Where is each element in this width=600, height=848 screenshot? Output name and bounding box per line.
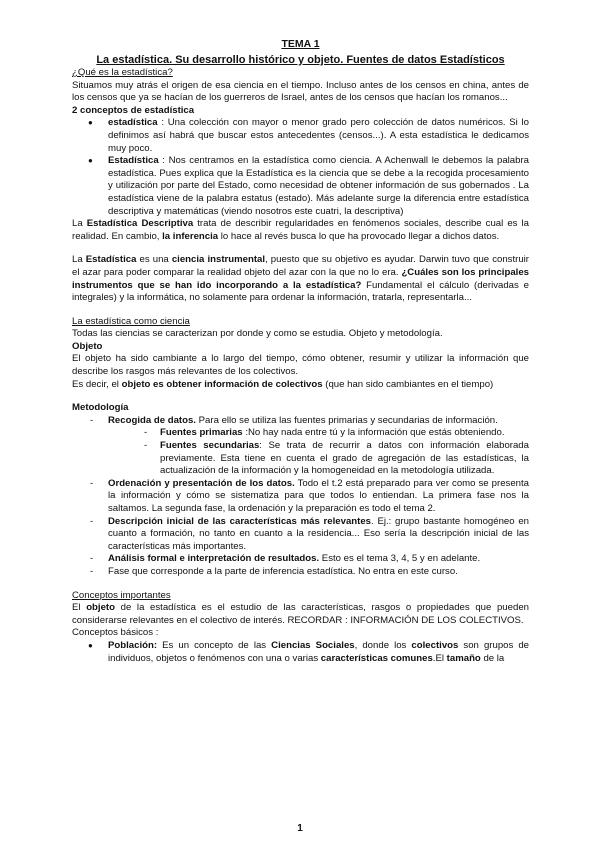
instrumental-paragraph: La Estadística es una ciencia instrumental, puesto que su objetivo es ayudar. Darwin tuvo que construir el azar para poder comparar la realidad objeto del azar con la que no lo era. ¿Cuáles son los principales instrumentos que se han ido incorporando a la estadística? Fundamental el cálculo (derivadas e integrales) y la informática, no solamente para ordenar la información, tratarla, representarla...: [72, 254, 529, 304]
conceptos-heading: 2 conceptos de estadística: [72, 104, 195, 116]
list-item: ● Población: Es un concepto de las Ciencias Sociales, donde los colectivos son grupos de individuos, objetos o fenómenos con una o varias características comunes.El tamaño de la: [86, 640, 529, 665]
importantes-paragraph: El objeto de la estadística es el estudio de las características, rasgos o propiedades que pueden considerarse relevantes en el colectivo de interés. RECORDAR : INFORMACIÓN DE LOS COLECTIVOS.: [72, 602, 529, 626]
intro-paragraph: Situamos muy atrás el origen de esa ciencia en el tiempo. Incluso antes de los censos en china, antes de los censos que ya se hacían de los guerreros de Israel, antes de los censos que hacían los romanos...: [72, 79, 529, 104]
objeto-heading: Objeto: [72, 340, 103, 352]
document-subtitle: La estadística. Su desarrollo histórico y objeto. Fuentes de datos Estadísticos: [96, 54, 505, 66]
fuentes-list: [142, 427, 529, 477]
list-item: [86, 155, 529, 218]
ciencia-heading: La estadística como ciencia: [72, 315, 190, 327]
conceptos-list: [86, 117, 529, 218]
page-number: 1: [297, 823, 303, 834]
question-heading: ¿Qué es la estadística?: [72, 67, 173, 78]
list-item: - Recogida de datos. Para ello se utiliza las fuentes primarias y secundarias de información. - Fuentes primarias :No hay nada entre tú y la información que estás obteniendo. - Fuentes secundarias: Se trata de recurrir a datos con información elaborada previamente. Esta tiene en cuenta el grado de agregación de las estadísticas, la actualización de la información y la homogeneidad en la metodología utilizada.: [86, 415, 529, 478]
basicos-list: [86, 640, 529, 665]
document-title: TEMA 1: [281, 38, 320, 50]
list-item: - Análisis formal e interpretación de resultados. Esto es el tema 3, 4, 5 y en adelante.: [86, 553, 529, 566]
list-item: - Fase que corresponde a la parte de inferencia estadística. No entra en este curso.: [86, 566, 529, 579]
metodologia-list: [86, 415, 529, 579]
importantes-heading: Conceptos importantes: [72, 589, 171, 601]
es-decir-paragraph: Es decir, el objeto es obtener información de colectivos (que han sido cambiantes en el tiempo): [72, 378, 494, 390]
definition: : Una colección con mayor o menor grado pero colección de datos numéricos. Si lo definimos así habrá que buscar estos antecedentes (censos...). A esta estadística le dedicamos muy poco.: [108, 117, 529, 154]
term: Estadística: [108, 155, 159, 167]
list-item: - Fuentes secundarias: Se trata de recurrir a datos con información elaborada previamente. Esta tiene en cuenta el grado de agregación de las estadísticas, la actualización de la información y la homogeneidad en la metodología utilizada.: [142, 440, 529, 478]
ciencia-line: Todas las ciencias se caracterizan por donde y como se estudia. Objeto y metodología.: [72, 328, 443, 340]
descriptiva-paragraph: La Estadística Descriptiva trata de describir regularidades en fenómenos sociales, describe cual es la realidad. En cambio, la inferencia lo hace al revés busca lo que ha provocado llegar a dichos datos.: [72, 218, 529, 242]
list-item: - Ordenación y presentación de los datos. Todo el t.2 está preparado para ver como se presenta la información y cómo se sistematiza para que todos lo entiendan. La primera fase nos la saltamos. La segunda fase, la ordenación y la preparación es todo el tema 2.: [86, 478, 529, 516]
objeto-paragraph: El objeto ha sido cambiante a lo largo del tiempo, cómo obtener, resumir y utilizar la información que describe los rasgos más relevantes de los colectivos.: [72, 353, 529, 378]
metodologia-heading: Metodología: [72, 402, 129, 414]
term: estadística: [108, 117, 158, 129]
list-item: - Descripción inicial de las características más relevantes. Ej.: grupo bastante homogéneo en cuanto a formación, no tanto en cuanto a la residencia... Eso sería la descripción inicial de las características más importantes.: [86, 516, 529, 554]
list-item: [86, 117, 529, 155]
list-item: - Fuentes primarias :No hay nada entre tú y la información que estás obteniendo.: [142, 427, 529, 440]
basicos-heading: Conceptos básicos :: [72, 627, 159, 639]
definition: : Nos centramos en la estadística como ciencia. A Achenwall le debemos la palabra estadística. Pues explica que la Estadística es la ciencia que se debe a la recogida procesamiento y utilización por parte del Estado, como necesidad de obtener información de sus gobernados . La estadística viene de la palabra estatus (estado). Más adelante surge la diferencia entre estadística descriptiva y matemáticas (viendo nosotros este cuatri, la descriptiva): [108, 155, 529, 217]
document-page: [72, 38, 529, 665]
